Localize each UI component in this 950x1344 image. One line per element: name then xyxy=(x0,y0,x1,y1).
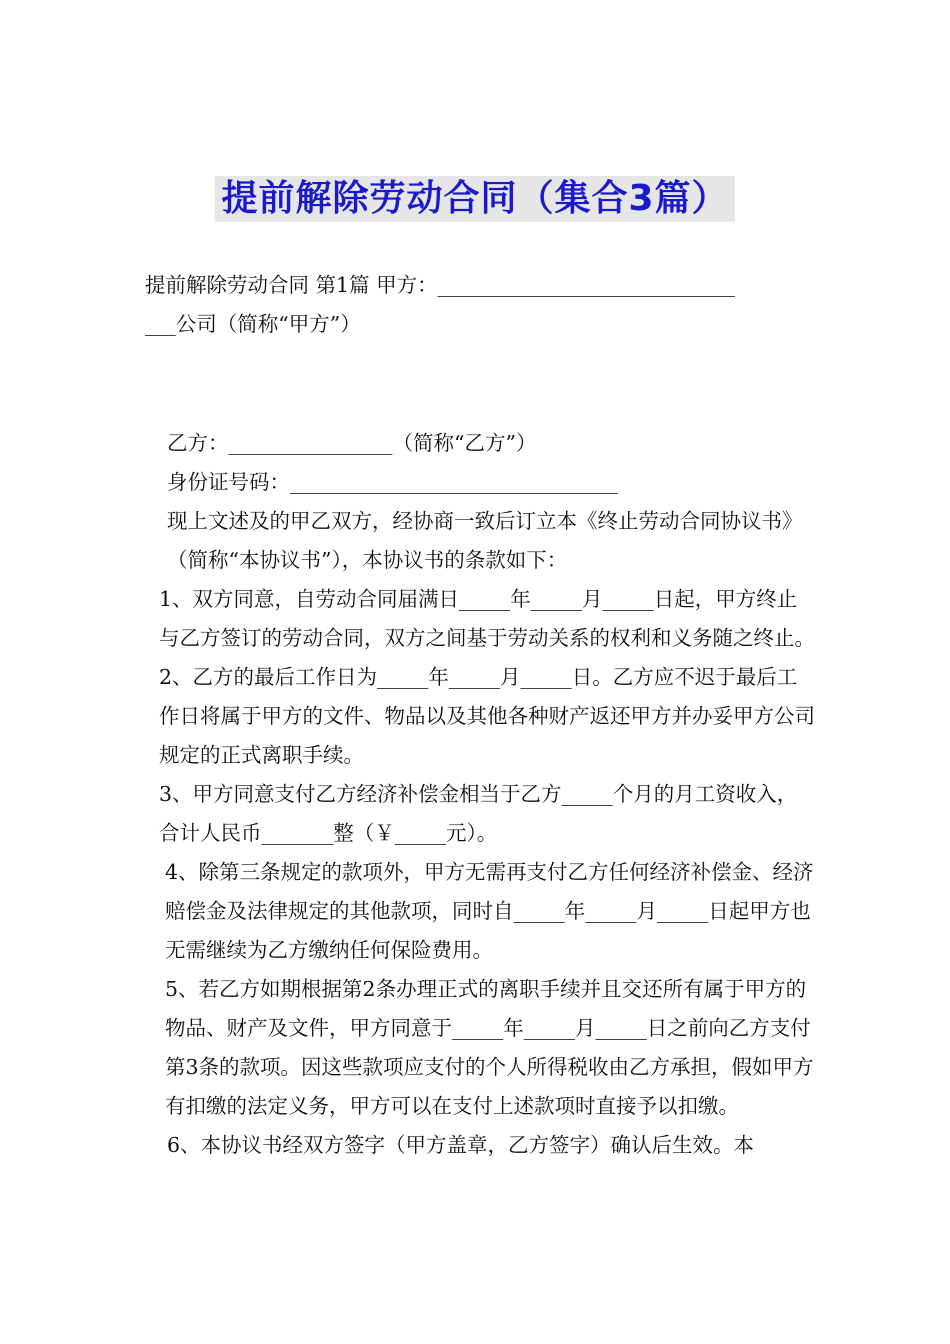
document-title: 提前解除劳动合同（集合3篇） xyxy=(215,176,734,222)
title-container xyxy=(0,176,950,222)
paragraph-clause-6: 6、本协议书经双方签字（甲方盖章，乙方签字）确认后生效。本 xyxy=(167,1133,755,1157)
paragraph-id-number: 身份证号码：________________________________ xyxy=(167,470,618,494)
paragraph-clause-2: 2、乙方的最后工作日为_____年_____月_____日。乙方应不迟于最后工作日将属于甲方的文件、物品以及其他各种财产返还甲方并办妥甲方公司规定的正式离职手续。 xyxy=(159,665,815,767)
paragraph-preamble: 现上文述及的甲乙双方，经协商一致后订立本《终止劳动合同协议书》（简称“本协议书”），本协议书的条款如下： xyxy=(167,509,803,572)
paragraph-clause-3: 3、甲方同意支付乙方经济补偿金相当于乙方_____个月的月工资收入，合计人民币_______整（￥_____元）。 xyxy=(159,782,798,845)
document-body xyxy=(145,266,815,1165)
paragraph-clause-4: 4、除第三条规定的款项外，甲方无需再支付乙方任何经济补偿金、经济赔偿金及法律规定的其他款项，同时自_____年_____月_____日起甲方也无需继续为乙方缴纳任何保险费用。 xyxy=(165,860,814,962)
paragraph-clause-1: 1、双方同意，自劳动合同届满日_____年_____月_____日起，甲方终止与乙方签订的劳动合同，双方之间基于劳动关系的权利和义务随之终止。 xyxy=(159,587,815,650)
paragraph-clause-5: 5、若乙方如期根据第2条办理正式的离职手续并且交还所有属于甲方的物品、财产及文件，甲方同意于_____年_____月_____日之前向乙方支付第3条的款项。因这些款项应支付的个人所得税收由乙方承担，假如甲方有扣缴的法定义务，甲方可以在支付上述款项时直接予以扣缴。 xyxy=(165,977,814,1118)
paragraph-party-b: 乙方：________________（简称“乙方”） xyxy=(167,431,537,455)
paragraph-intro-line1: 提前解除劳动合同 第1篇 甲方：_____________________________ xyxy=(145,273,735,297)
paragraph-intro-line2: ___公司（简称“甲方”） xyxy=(145,312,361,336)
blank-gap xyxy=(145,344,815,424)
